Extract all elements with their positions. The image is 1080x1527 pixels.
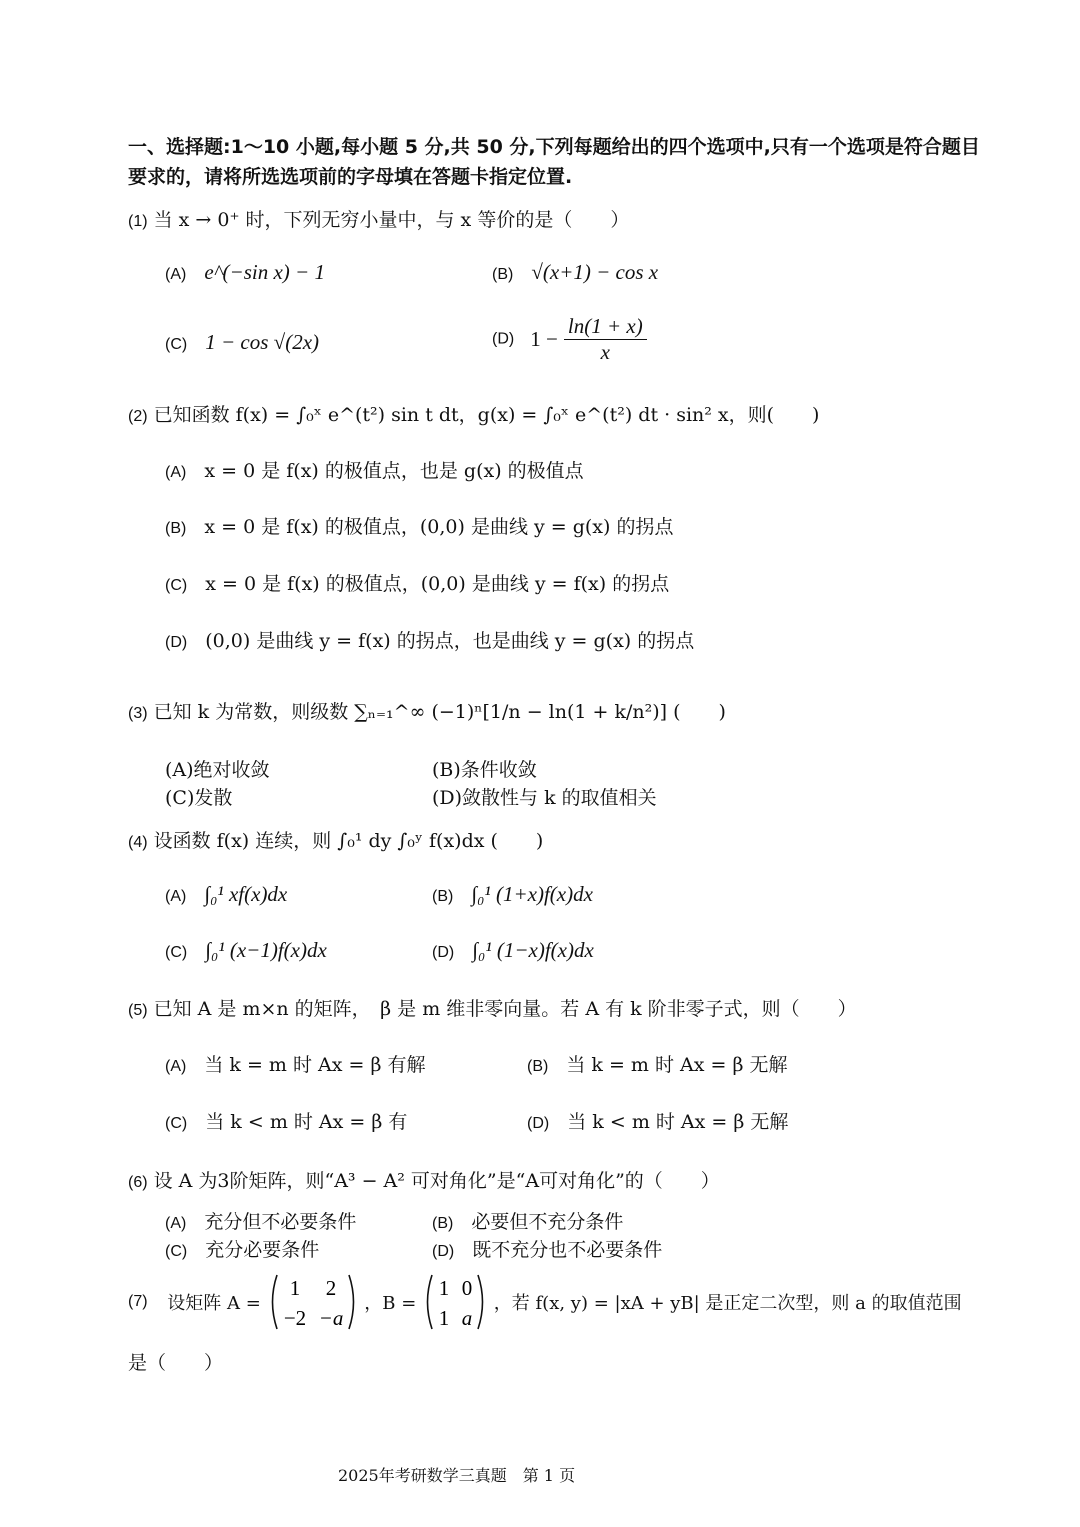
question-7-prefix: 设矩阵 A = [167,1293,261,1314]
q1-option-d-numerator: ln(1 + x) [564,314,647,340]
q3-option-a[interactable]: (A)绝对收敛 [165,759,270,781]
question-5-text: 已知 A 是 m×n 的矩阵， β 是 m 维非零向量。若 A 有 k 阶非零子式，则（ ） [153,998,857,1020]
q4-option-c-label: (C) [165,944,188,961]
q1-option-b-text: √(x+1) − cos x [531,260,659,284]
section-heading-line2: 要求的，请将所选选项前的字母填在答题卡指定位置. [128,166,573,188]
matrix-b-12: 0 [461,1276,473,1300]
q6-option-b[interactable] [432,1207,623,1234]
q4-option-d-text: ∫₀¹ (1−x)f(x)dx [472,938,594,962]
question-2-text: 已知函数 f(x) = ∫₀ˣ e^(t²) sin t dt，g(x) = ∫₀ˣ e^(t²) dt · sin² x，则( ) [153,404,820,426]
q5-option-c-text: 当 k < m 时 Ax = β 有 [205,1111,408,1133]
section-heading-line1: 一、选择题:1～10 小题,每小题 5 分,共 50 分,下列每题给出的四个选项中,只有一个选项是符合题目 [128,136,980,158]
question-7-post: ，若 f(x, y) = |xA + yB| 是正定二次型，则 a 的取值范围 [493,1293,962,1314]
q1-option-c-label: (C) [165,336,188,353]
matrix-b [422,1271,488,1333]
q6-option-d-label: (D) [432,1243,455,1260]
q4-option-c-text: ∫₀¹ (x−1)f(x)dx [205,938,327,962]
q1-option-d-denominator: x [600,340,610,364]
q2-option-d[interactable] [165,626,694,653]
q4-option-a-label: (A) [165,888,187,905]
question-6-number: (6) [128,1174,148,1191]
q5-option-d-label: (D) [527,1115,550,1132]
question-3-number: (3) [128,705,148,722]
q6-option-c-text: 充分必要条件 [205,1239,320,1261]
q6-option-a[interactable] [165,1207,356,1234]
question-1-number: (1) [128,213,148,230]
matrix-a-22: −a [318,1306,343,1330]
question-2-number: (2) [128,408,148,425]
matrix-b-left-paren [428,1275,433,1329]
question-2 [128,400,819,427]
q2-option-c-text: x = 0 是 f(x) 的极值点，(0,0) 是曲线 y = f(x) 的拐点 [205,573,670,595]
q5-option-d-text: 当 k < m 时 Ax = β 无解 [567,1111,789,1133]
question-4-text: 设函数 f(x) 连续，则 ∫₀¹ dy ∫₀ʸ f(x)dx ( ) [153,830,544,852]
question-6-text: 设 A 为3阶矩阵，则“A³ − A² 可对角化”是“A可对角化”的（ ） [153,1170,720,1192]
q6-option-d-text: 既不充分也不必要条件 [472,1239,663,1261]
q1-option-c-text: 1 − cos √(2x) [205,330,320,354]
q1-option-b-label: (B) [492,266,514,283]
question-1-text: 当 x → 0⁺ 时，下列无穷小量中，与 x 等价的是（ ） [153,209,630,231]
question-5 [128,994,857,1021]
q2-option-c-label: (C) [165,577,188,594]
page-footer: 2025年考研数学三真题 第 1 页 [338,1466,576,1485]
q6-option-d[interactable] [432,1235,662,1262]
question-4 [128,826,543,853]
q3-option-c[interactable]: (C)发散 [165,787,233,809]
question-7-continuation: 是（ ） [128,1352,224,1374]
question-7 [128,1271,962,1333]
q6-option-a-text: 充分但不必要条件 [204,1211,357,1233]
q2-option-d-label: (D) [165,634,188,651]
q6-option-b-text: 必要但不充分条件 [471,1211,624,1233]
q1-option-d-label: (D) [492,330,515,348]
question-6 [128,1166,720,1193]
q2-option-a[interactable] [165,456,584,483]
question-4-number: (4) [128,834,148,851]
question-7-mid: ，B = [364,1293,417,1314]
q5-option-d[interactable] [527,1107,788,1134]
q5-option-a[interactable] [165,1050,425,1077]
q4-option-d-label: (D) [432,944,455,961]
question-5-number: (5) [128,1002,148,1019]
matrix-a-left-paren [272,1275,277,1329]
q5-option-a-text: 当 k = m 时 Ax = β 有解 [204,1054,426,1076]
q4-option-d[interactable] [432,938,594,963]
q6-option-c[interactable] [165,1235,319,1262]
q5-option-a-label: (A) [165,1058,187,1075]
q4-option-c[interactable] [165,938,327,963]
matrix-a-right-paren [349,1275,354,1329]
question-7-number: (7) [128,1293,148,1310]
q5-option-b-label: (B) [527,1058,549,1075]
matrix-b-right-paren [478,1275,483,1329]
q4-option-a-text: ∫₀¹ xf(x)dx [204,882,288,906]
q5-option-c-label: (C) [165,1115,188,1132]
matrix-a-12: 2 [325,1276,336,1300]
q2-option-b-label: (B) [165,520,187,537]
q1-option-d-fraction [564,314,647,365]
q5-option-b-text: 当 k = m 时 Ax = β 无解 [566,1054,788,1076]
q4-option-b-label: (B) [432,888,454,905]
q2-option-b[interactable] [165,512,673,539]
q6-option-c-label: (C) [165,1243,188,1260]
matrix-b-11: 1 [438,1276,450,1300]
q1-option-d-prefix: 1 − [530,327,558,351]
q2-option-a-text: x = 0 是 f(x) 的极值点，也是 g(x) 的极值点 [204,460,584,482]
q2-option-c[interactable] [165,569,669,596]
q1-option-a[interactable] [165,260,325,285]
q1-option-b[interactable] [492,260,658,285]
q6-option-b-label: (B) [432,1215,454,1232]
matrix-a [267,1271,359,1333]
q2-option-a-label: (A) [165,464,187,481]
q1-option-a-text: e^(−sin x) − 1 [204,260,325,284]
q2-option-d-text: (0,0) 是曲线 y = f(x) 的拐点，也是曲线 y = g(x) 的拐点 [205,630,695,652]
question-1 [128,205,629,232]
q1-option-a-label: (A) [165,266,187,283]
question-3-text: 已知 k 为常数，则级数 ∑ₙ₌₁^∞ (−1)ⁿ[1/n − ln(1 + k/n²)] ( ) [153,701,726,723]
q6-option-a-label: (A) [165,1215,187,1232]
q1-option-c[interactable] [165,330,319,355]
q5-option-b[interactable] [527,1050,787,1077]
q4-option-b[interactable] [432,882,593,907]
q3-option-b[interactable]: (B)条件收敛 [432,759,537,781]
matrix-b-22: a [461,1306,473,1330]
matrix-b-21: 1 [438,1306,450,1330]
q5-option-c[interactable] [165,1107,407,1134]
q4-option-a[interactable] [165,882,287,907]
matrix-a-11: 1 [289,1276,300,1300]
q2-option-b-text: x = 0 是 f(x) 的极值点，(0,0) 是曲线 y = g(x) 的拐点 [204,516,674,538]
q3-option-d[interactable]: (D)敛散性与 k 的取值相关 [432,787,657,809]
matrix-a-21: −2 [283,1306,306,1330]
question-3 [128,697,726,724]
q4-option-b-text: ∫₀¹ (1+x)f(x)dx [471,882,593,906]
q1-option-d[interactable] [492,314,647,365]
